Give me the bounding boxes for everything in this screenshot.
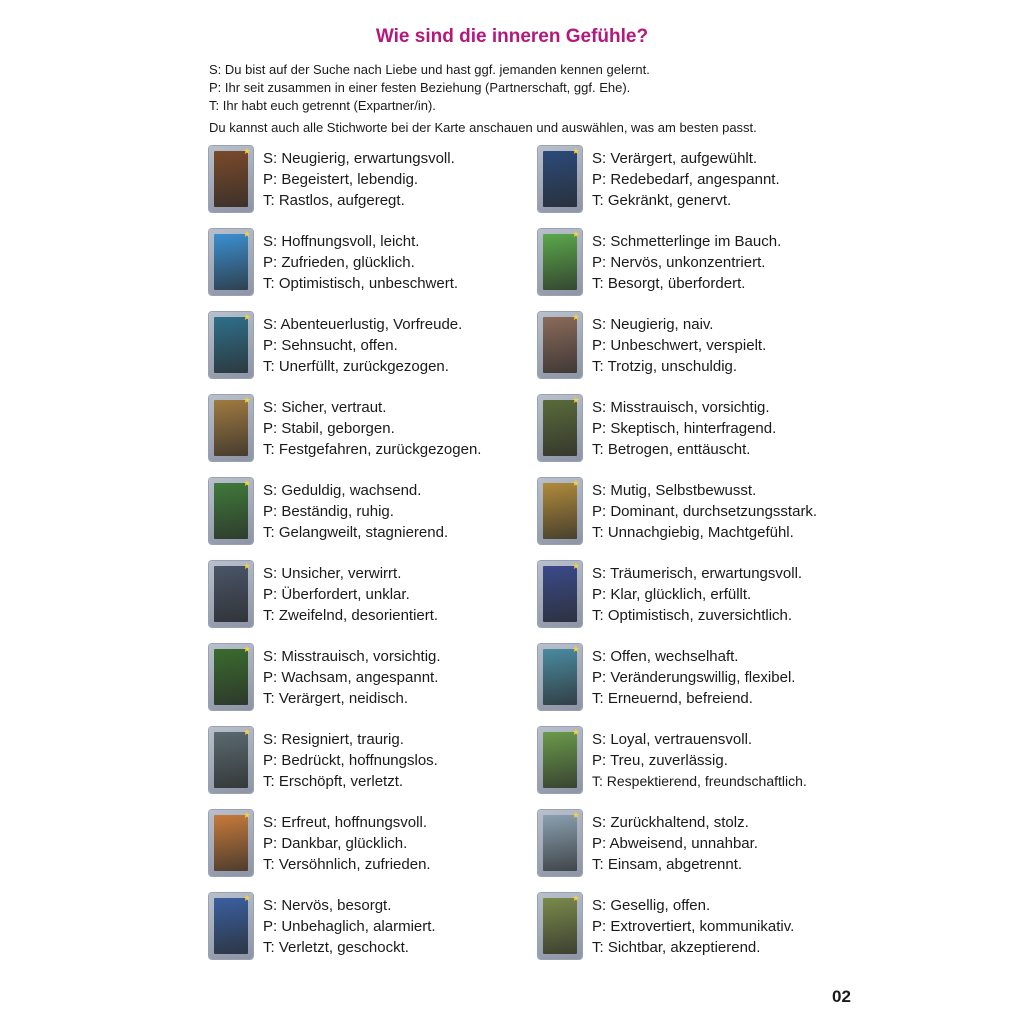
card-artwork	[214, 483, 248, 539]
star-icon: ★	[242, 229, 251, 239]
card-keywords	[592, 642, 795, 712]
card-artwork	[214, 566, 248, 622]
card-artwork	[543, 483, 577, 539]
card-artwork	[543, 649, 577, 705]
card-artwork	[543, 732, 577, 788]
tarot-card-image	[538, 810, 582, 876]
keyword-line-separated: T: Festgefahren, zurückgezogen.	[263, 441, 482, 458]
card-artwork	[543, 151, 577, 207]
tarot-card-image	[209, 644, 253, 710]
card-entry	[209, 559, 481, 629]
star-icon: ★	[571, 810, 580, 820]
tarot-card-image	[209, 561, 253, 627]
card-artwork	[543, 400, 577, 456]
card-keywords	[263, 559, 438, 629]
star-icon: ★	[571, 561, 580, 571]
card-artwork	[543, 234, 577, 290]
card-artwork	[214, 400, 248, 456]
card-keywords	[263, 476, 448, 546]
keyword-line-single: S: Schmetterlinge im Bauch.	[592, 233, 782, 250]
intro-line-s: S: Du bist auf der Suche nach Liebe und hast ggf. jemanden kennen gelernt.	[209, 62, 650, 77]
keyword-line-partner: P: Dankbar, glücklich.	[263, 835, 408, 852]
keyword-line-single: S: Unsicher, verwirrt.	[263, 565, 402, 582]
keyword-line-separated: T: Unnachgiebig, Machtgefühl.	[592, 524, 794, 541]
card-artwork	[214, 317, 248, 373]
keyword-line-partner: P: Zufrieden, glücklich.	[263, 254, 415, 271]
keyword-line-partner: P: Veränderungswillig, flexibel.	[592, 669, 796, 686]
keyword-line-separated: T: Betrogen, enttäuscht.	[592, 441, 751, 458]
card-artwork	[214, 898, 248, 954]
card-keywords	[263, 725, 438, 795]
card-entry	[538, 808, 817, 878]
star-icon: ★	[242, 644, 251, 654]
star-icon: ★	[571, 893, 580, 903]
star-icon: ★	[571, 727, 580, 737]
card-entry	[538, 642, 817, 712]
card-entry	[538, 559, 817, 629]
tarot-card-image	[209, 727, 253, 793]
keyword-line-single: S: Verärgert, aufgewühlt.	[592, 150, 758, 167]
card-artwork	[214, 234, 248, 290]
star-icon: ★	[571, 146, 580, 156]
card-keywords	[592, 476, 817, 546]
keyword-line-single: S: Resigniert, traurig.	[263, 731, 404, 748]
tarot-card-image	[209, 893, 253, 959]
star-icon: ★	[242, 561, 251, 571]
tarot-card-image	[209, 810, 253, 876]
keyword-line-separated: T: Besorgt, überfordert.	[592, 275, 746, 292]
keyword-line-separated: T: Zweifelnd, desorientiert.	[263, 607, 439, 624]
card-artwork	[214, 649, 248, 705]
card-artwork	[214, 732, 248, 788]
star-icon: ★	[242, 478, 251, 488]
keyword-line-single: S: Abenteuerlustig, Vorfreude.	[263, 316, 463, 333]
card-entry	[209, 393, 481, 463]
keyword-line-separated: T: Verletzt, geschockt.	[263, 939, 409, 956]
keyword-line-partner: P: Stabil, geborgen.	[263, 420, 395, 437]
tarot-card-image	[538, 478, 582, 544]
keyword-line-partner: P: Extrovertiert, kommunikativ.	[592, 918, 795, 935]
keyword-line-separated: T: Trotzig, unschuldig.	[592, 358, 738, 375]
star-icon: ★	[242, 810, 251, 820]
keyword-line-separated: T: Erschöpft, verletzt.	[263, 773, 404, 790]
card-artwork	[543, 898, 577, 954]
keyword-line-partner: P: Nervös, unkonzentriert.	[592, 254, 766, 271]
keyword-line-single: S: Zurückhaltend, stolz.	[592, 814, 749, 831]
card-entry	[209, 310, 481, 380]
keyword-line-separated: T: Gelangweilt, stagnierend.	[263, 524, 449, 541]
card-entry	[209, 144, 481, 214]
card-keywords	[263, 144, 455, 214]
star-icon: ★	[242, 893, 251, 903]
right-card-column	[538, 144, 817, 961]
card-entry	[538, 393, 817, 463]
intro-line-t: T: Ihr habt euch getrennt (Expartner/in).	[209, 98, 436, 113]
card-entry	[538, 476, 817, 546]
star-icon: ★	[242, 727, 251, 737]
keyword-line-partner: P: Begeistert, lebendig.	[263, 171, 419, 188]
card-artwork	[543, 815, 577, 871]
card-keywords	[263, 227, 458, 297]
keyword-line-partner: P: Unbehaglich, alarmiert.	[263, 918, 436, 935]
card-entry	[209, 642, 481, 712]
keyword-line-partner: P: Überfordert, unklar.	[263, 586, 410, 603]
card-keywords	[592, 891, 794, 961]
keyword-line-separated: T: Rastlos, aufgeregt.	[263, 192, 405, 209]
keyword-line-single: S: Geduldig, wachsend.	[263, 482, 422, 499]
keyword-line-single: S: Misstrauisch, vorsichtig.	[263, 648, 441, 665]
card-artwork	[543, 566, 577, 622]
keyword-line-single: S: Misstrauisch, vorsichtig.	[592, 399, 770, 416]
tarot-card-image	[209, 229, 253, 295]
card-artwork	[543, 317, 577, 373]
keyword-line-separated: T: Optimistisch, zuversichtlich.	[592, 607, 793, 624]
keyword-line-partner: P: Abweisend, unnahbar.	[592, 835, 758, 852]
star-icon: ★	[571, 229, 580, 239]
keyword-line-separated: T: Optimistisch, unbeschwert.	[263, 275, 459, 292]
keyword-line-single: S: Hoffnungsvoll, leicht.	[263, 233, 420, 250]
star-icon: ★	[242, 146, 251, 156]
tarot-card-image	[538, 312, 582, 378]
tarot-card-image	[538, 395, 582, 461]
keyword-line-partner: P: Redebedarf, angespannt.	[592, 171, 780, 188]
card-keywords	[592, 559, 802, 629]
card-entry	[209, 725, 481, 795]
keyword-line-separated: T: Unerfüllt, zurückgezogen.	[263, 358, 449, 375]
tarot-card-image	[538, 644, 582, 710]
keyword-line-single: S: Neugierig, naiv.	[592, 316, 714, 333]
tarot-card-image	[538, 229, 582, 295]
keyword-line-single: S: Neugierig, erwartungsvoll.	[263, 150, 455, 167]
keyword-line-partner: P: Treu, zuverlässig.	[592, 752, 728, 769]
card-artwork	[214, 151, 248, 207]
keyword-line-partner: P: Klar, glücklich, erfüllt.	[592, 586, 752, 603]
tarot-card-image	[209, 395, 253, 461]
card-keywords	[592, 310, 766, 380]
keyword-line-separated: T: Einsam, abgetrennt.	[592, 856, 743, 873]
keyword-line-single: S: Nervös, besorgt.	[263, 897, 392, 914]
card-keywords	[263, 310, 462, 380]
keyword-line-partner: P: Dominant, durchsetzungsstark.	[592, 503, 818, 520]
keyword-line-separated: T: Versöhnlich, zufrieden.	[263, 856, 431, 873]
card-entry	[209, 891, 481, 961]
card-entry	[538, 144, 817, 214]
card-keywords	[263, 393, 481, 463]
card-entry	[538, 891, 817, 961]
tarot-card-image	[538, 893, 582, 959]
card-keywords	[592, 227, 781, 297]
intro-instruction: Du kannst auch alle Stichworte bei der Karte anschauen und auswählen, was am besten passt.	[209, 120, 757, 135]
card-entry	[538, 310, 817, 380]
card-entry	[538, 227, 817, 297]
left-card-column	[209, 144, 481, 961]
card-keywords	[592, 808, 758, 878]
tarot-card-image	[538, 727, 582, 793]
card-keywords	[263, 808, 431, 878]
card-keywords	[592, 393, 776, 463]
keyword-line-single: S: Offen, wechselhaft.	[592, 648, 739, 665]
keyword-line-partner: P: Unbeschwert, verspielt.	[592, 337, 767, 354]
card-entry	[209, 227, 481, 297]
keyword-line-single: S: Gesellig, offen.	[592, 897, 711, 914]
keyword-line-single: S: Erfreut, hoffnungsvoll.	[263, 814, 427, 831]
card-entry	[209, 476, 481, 546]
keyword-line-separated: T: Verärgert, neidisch.	[263, 690, 409, 707]
keyword-line-partner: P: Beständig, ruhig.	[263, 503, 394, 520]
tarot-card-image	[209, 312, 253, 378]
keyword-line-separated: T: Gekränkt, genervt.	[592, 192, 732, 209]
keyword-line-partner: P: Sehnsucht, offen.	[263, 337, 398, 354]
star-icon: ★	[571, 395, 580, 405]
keyword-line-single: S: Sicher, vertraut.	[263, 399, 387, 416]
card-entry	[538, 725, 817, 795]
tarot-card-image	[538, 561, 582, 627]
keyword-line-single: S: Mutig, Selbstbewusst.	[592, 482, 757, 499]
keyword-line-partner: P: Skeptisch, hinterfragend.	[592, 420, 777, 437]
star-icon: ★	[571, 644, 580, 654]
tarot-card-image	[209, 478, 253, 544]
page-title: Wie sind die inneren Gefühle?	[375, 26, 649, 47]
card-artwork	[214, 815, 248, 871]
keyword-line-single: S: Loyal, vertrauensvoll.	[592, 731, 753, 748]
card-keywords	[263, 891, 436, 961]
card-keywords	[592, 144, 780, 214]
star-icon: ★	[571, 312, 580, 322]
star-icon: ★	[242, 312, 251, 322]
card-keywords	[263, 642, 441, 712]
tarot-card-image	[538, 146, 582, 212]
star-icon: ★	[571, 478, 580, 488]
star-icon: ★	[242, 395, 251, 405]
keyword-line-partner: P: Wachsam, angespannt.	[263, 669, 439, 686]
keyword-line-partner: P: Bedrückt, hoffnungslos.	[263, 752, 438, 769]
keyword-line-single: S: Träumerisch, erwartungsvoll.	[592, 565, 803, 582]
page-number: 02	[832, 987, 851, 1006]
tarot-card-image	[209, 146, 253, 212]
keyword-line-separated: T: Respektierend, freundschaftlich.	[592, 773, 807, 789]
intro-text	[209, 61, 889, 137]
keyword-line-separated: T: Sichtbar, akzeptierend.	[592, 939, 761, 956]
card-keywords	[592, 725, 807, 795]
keyword-line-separated: T: Erneuernd, befreiend.	[592, 690, 753, 707]
intro-line-p: P: Ihr seit zusammen in einer festen Beziehung (Partnerschaft, ggf. Ehe).	[209, 80, 631, 95]
card-entry	[209, 808, 481, 878]
